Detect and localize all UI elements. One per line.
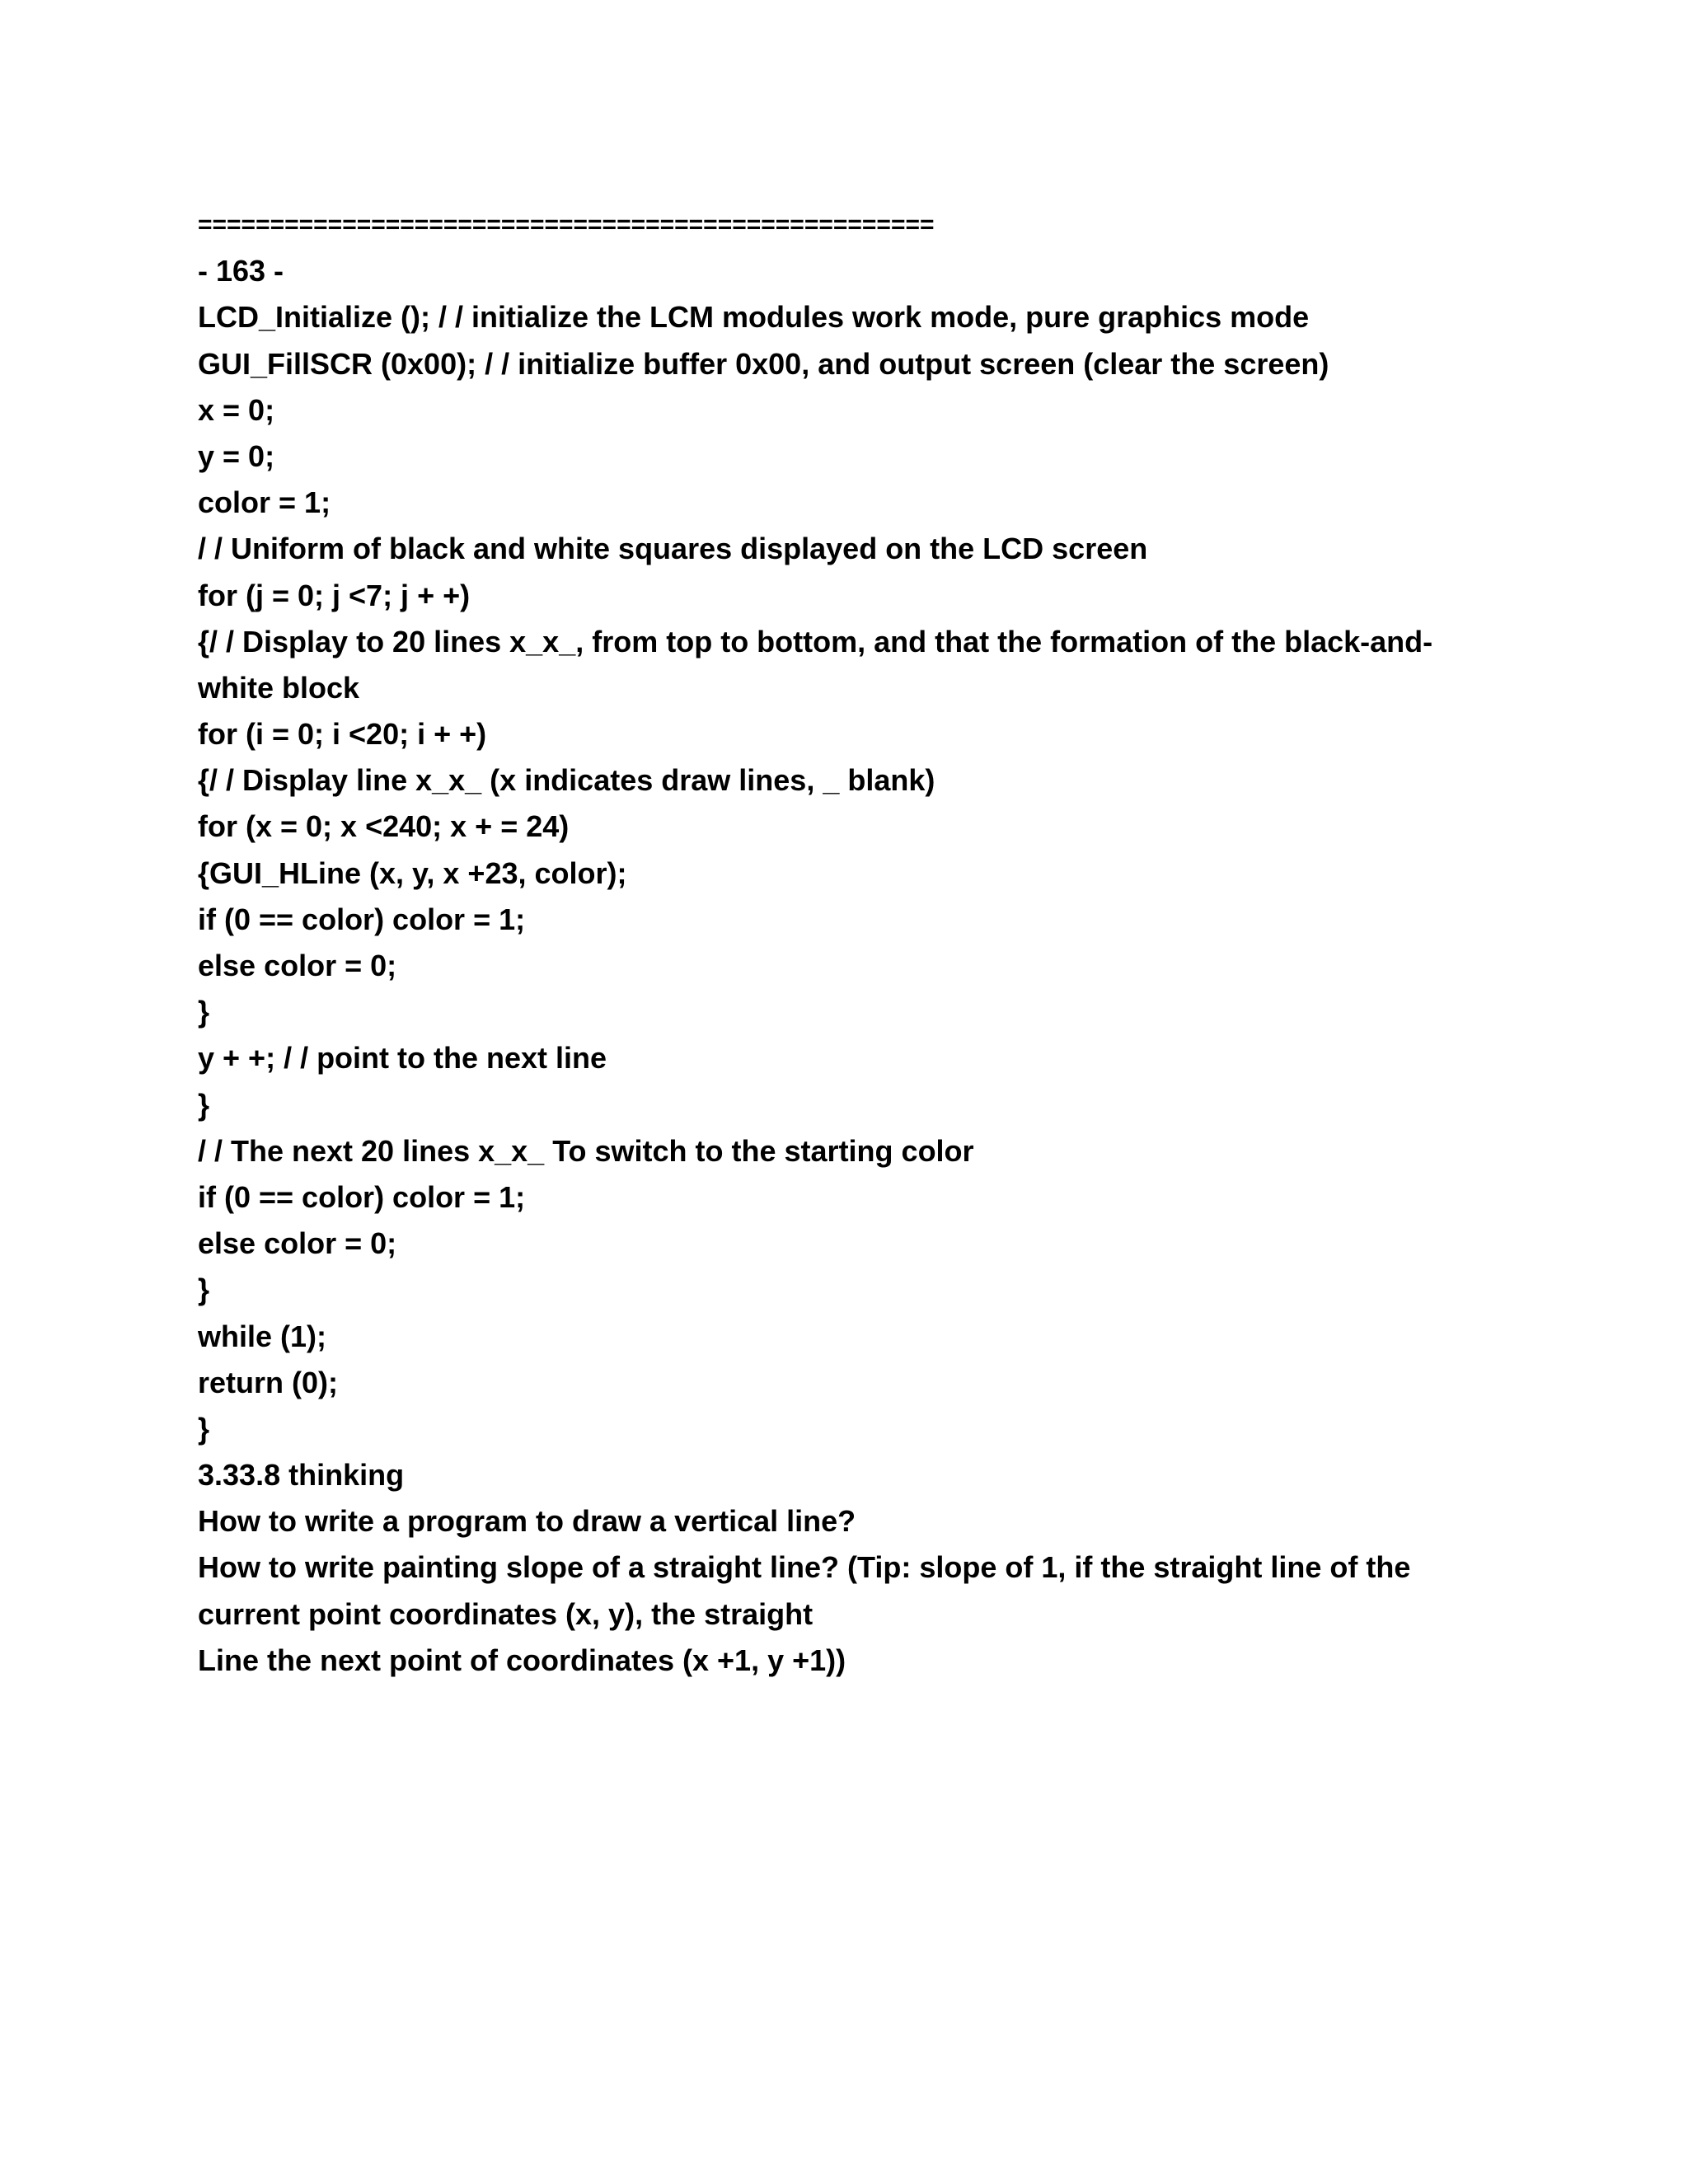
code-line: GUI_FillSCR (0x00); / / initialize buffer 0x00, and output screen (clear the screen): [198, 346, 1329, 381]
code-line: LCD_Initialize (); / / initialize the LCM modules work mode, pure graphics mode: [198, 300, 1310, 335]
code-comment: white block: [198, 670, 360, 705]
exercise-question: Line the next point of coordinates (x +1, y +1)): [198, 1643, 846, 1677]
code-comment: {/ / Display to 20 lines x_x_, from top to bottom, and that the formation of the black-and-: [198, 624, 1433, 658]
exercise-question: current point coordinates (x, y), the straight: [198, 1596, 814, 1631]
code-line: return (0);: [198, 1365, 338, 1399]
code-comment: {/ / Display line x_x_ (x indicates draw lines, _ blank): [198, 763, 935, 798]
exercise-question: How to write painting slope of a straight line? (Tip: slope of 1, if the straight line of the: [198, 1550, 1411, 1585]
code-line: else color = 0;: [198, 949, 397, 982]
exercise-question: How to write a program to draw a vertical line?: [198, 1504, 856, 1539]
code-line: else color = 0;: [198, 1226, 397, 1261]
code-line: for (j = 0; j <7; j + +): [198, 578, 471, 612]
code-line: if (0 == color) color = 1;: [198, 1179, 526, 1214]
separator-rule: ===================================================: [198, 211, 935, 238]
code-line: y = 0;: [198, 438, 275, 473]
code-line: y + +; / / point to the next line: [198, 1041, 607, 1076]
code-line: }: [198, 1272, 210, 1307]
code-line: }: [198, 995, 210, 1029]
code-line: for (i = 0; i <20; i + +): [198, 717, 487, 752]
code-line: if (0 == color) color = 1;: [198, 902, 526, 936]
code-line: while (1);: [198, 1319, 327, 1353]
code-line: }: [198, 1087, 210, 1122]
document-body: [198, 202, 1484, 1684]
section-heading: 3.33.8 thinking: [198, 1458, 405, 1493]
code-line: }: [198, 1411, 210, 1446]
code-comment: / / The next 20 lines x_x_ To switch to the starting color: [198, 1133, 974, 1168]
code-line: x = 0;: [198, 392, 275, 427]
code-line: color = 1;: [198, 485, 331, 520]
code-line: {GUI_HLine (x, y, x +23, color);: [198, 855, 627, 890]
code-comment: / / Uniform of black and white squares displayed on the LCD screen: [198, 532, 1148, 566]
page-number: - 163 -: [198, 254, 284, 288]
code-line: for (x = 0; x <240; x + = 24): [198, 809, 570, 844]
